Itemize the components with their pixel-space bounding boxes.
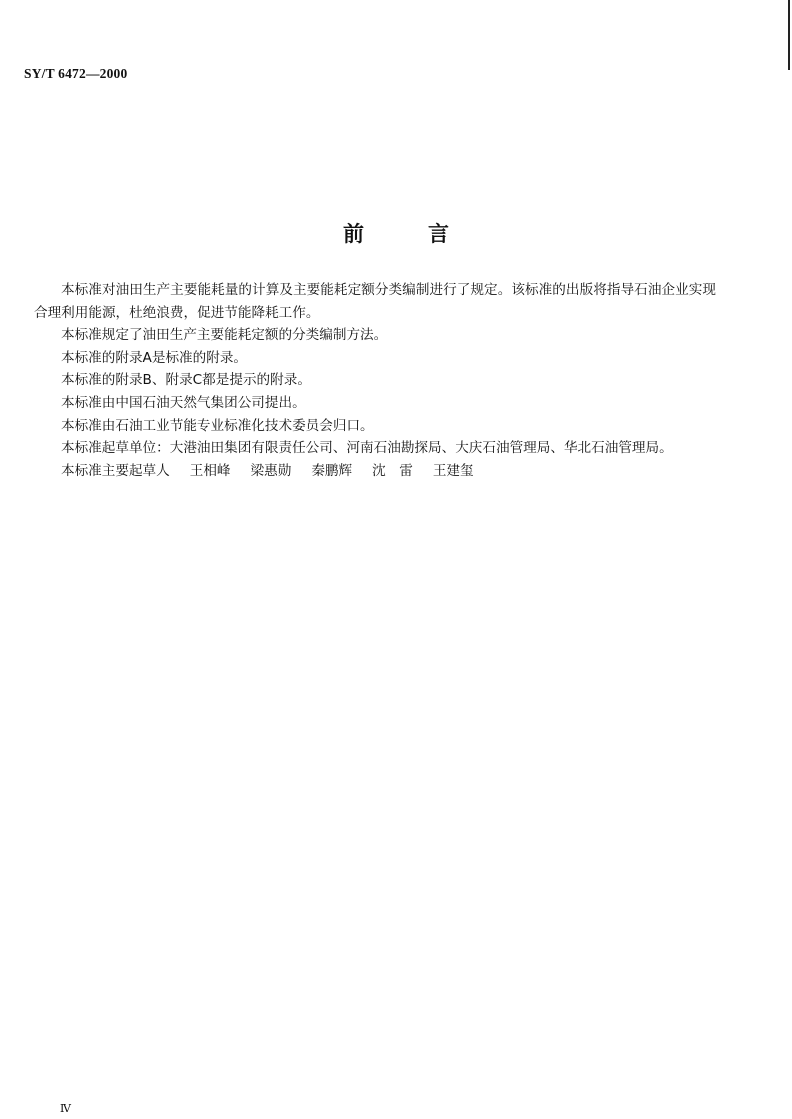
drafters-label: 本标准主要起草人 [61,462,170,479]
drafter-name: 梁惠勋 [250,462,292,479]
paragraph-drafters [34,460,716,483]
paragraph-appendix-a: 本标准的附录A是标准的附录。 [61,349,248,366]
drafter-name: 秦鹏辉 [311,462,353,479]
paragraph-appendix-bc: 本标准的附录B、附录C都是提示的附录。 [61,372,311,389]
standard-code: SY/T 6472—2000 [24,66,128,81]
foreword-body [34,279,716,482]
page-edge-rule [788,0,790,70]
paragraph-intro: 本标准对油田生产主要能耗量的计算及主要能耗定额分类编制进行了规定。该标准的出版将指导石油企业实现合理利用能源，杜绝浪费，促进节能降耗工作。 [34,282,716,321]
paragraph-proposer: 本标准由中国石油天然气集团公司提出。 [61,394,306,411]
drafter-name: 王建玺 [432,462,474,479]
paragraph-drafting-units: 本标准起草单位：大港油田集团有限责任公司、河南石油勘探局、大庆石油管理局、华北石油管理局。 [61,440,673,457]
paragraph-committee: 本标准由石油工业节能专业标准化技术委员会归口。 [61,417,374,434]
paragraph-scope: 本标准规定了油田生产主要能耗定额的分类编制方法。 [61,327,388,344]
drafter-name: 王相峰 [189,462,231,479]
page-number: Ⅳ [60,1103,71,1115]
page-title: 前言 [343,222,513,246]
drafter-name: 沈 雷 [372,462,413,479]
